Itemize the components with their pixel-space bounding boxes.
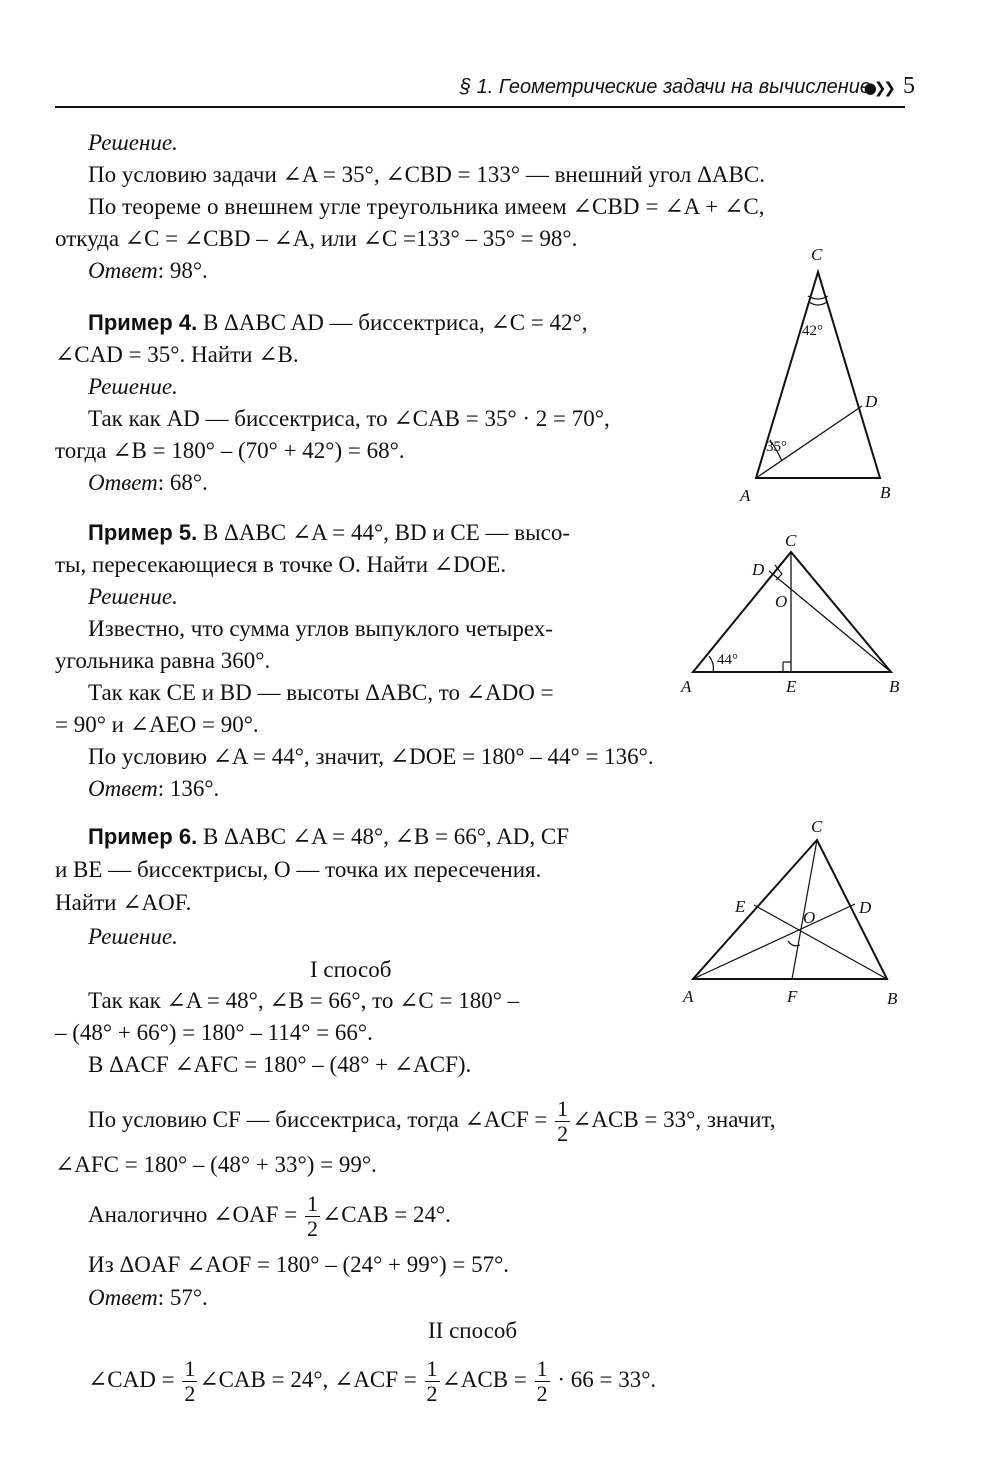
ex6-label-f: F	[787, 987, 798, 1006]
ex4-line-2: ∠CAD = 35°. Найти ∠B.	[55, 342, 299, 367]
ex6-line-2: и BE — биссектрисы, O — точка их пересечения.	[55, 857, 542, 882]
ex6-fraction-half	[305, 1192, 320, 1241]
fraction-numerator: 1	[184, 1356, 196, 1382]
ex6-line-11-c: ∠ACB =	[441, 1367, 527, 1392]
ex5-line-4: угольника равна 360°.	[55, 648, 271, 673]
ex6-label-b: B	[887, 989, 898, 1008]
ex4-label-d: D	[865, 392, 878, 411]
ex6-line-4: Так как ∠A = 48°, ∠B = 66°, то ∠C = 180° –	[88, 988, 520, 1013]
ex4-angle-c-arc	[809, 302, 827, 305]
ex6-answer-value: : 57°.	[157, 1285, 208, 1310]
ex6-solution-label: Решение.	[88, 924, 178, 949]
fraction-denominator: 2	[557, 1121, 569, 1147]
ex4-angle-a-label: 35°	[766, 439, 787, 455]
ex6-line-9-end: ∠CAB = 24°.	[321, 1202, 451, 1227]
ex5-label-e: E	[786, 677, 797, 696]
ex5-answer	[88, 774, 219, 804]
ex6-triangle	[693, 840, 887, 979]
ex4-label-b: B	[880, 483, 891, 502]
ex3-line-2: По теореме о внешнем угле треугольника имеем ∠CBD = ∠A + ∠C,	[88, 194, 765, 219]
ex5-label-d: D	[752, 560, 765, 579]
ex6-line-11-a: ∠CAD =	[88, 1367, 175, 1392]
ex6-line-1	[88, 822, 569, 852]
header-title: § 1. Геометрические задачи на вычисление	[460, 76, 871, 98]
ex5-line-6: = 90° и ∠AEO = 90°.	[55, 712, 259, 737]
fraction-denominator: 2	[536, 1381, 548, 1407]
ex4-answer-label: Ответ	[88, 470, 158, 495]
ex6-figure	[675, 812, 915, 1012]
ex6-title: Пример 6.	[88, 824, 198, 849]
ex4-line-3: Так как AD — биссектриса, то ∠CAB = 35° · 2 = 70°,	[88, 406, 610, 431]
ex6-line-11	[88, 1350, 656, 1410]
ex6-line-6: В ΔACF ∠AFC = 180° – (48° + ∠ACF).	[88, 1052, 472, 1077]
ex6-label-c: C	[811, 817, 823, 836]
ex6-line-11-b: ∠CAB = 24°, ∠ACF =	[199, 1367, 417, 1392]
fraction-denominator: 2	[306, 1216, 318, 1242]
ex6-line-11-d: · 66 = 33°.	[557, 1367, 657, 1392]
ex6-answer	[88, 1283, 208, 1313]
ex6-method-2: II способ	[428, 1318, 518, 1343]
ex6-statement: В ΔABC ∠A = 48°, ∠B = 66°, AD, CF	[197, 824, 570, 849]
ex5-altitude-bd	[769, 571, 891, 672]
ex5-label-a: A	[681, 677, 692, 696]
ex6-fraction-half	[555, 1097, 570, 1146]
page-number: 5	[903, 73, 915, 99]
fraction-numerator: 1	[306, 1191, 318, 1217]
ex3-line-3: откуда ∠C = ∠CBD – ∠A, или ∠C =133° – 35° = 98°.	[55, 226, 578, 251]
ex6-line-3: Найти ∠AOF.	[55, 890, 192, 915]
fraction-numerator: 1	[557, 1096, 569, 1122]
ex3-answer-value: : 98°.	[157, 258, 208, 283]
ex4-line-1	[88, 308, 587, 338]
ex6-line-7-end: ∠ACB = 33°, значит,	[572, 1107, 776, 1132]
ex5-statement: В ΔABC ∠A = 44°, BD и CE — высо-	[197, 520, 570, 545]
ex5-title: Пример 5.	[88, 520, 198, 545]
ex6-line-8: ∠AFC = 180° – (48° + 33°) = 99°.	[55, 1152, 377, 1177]
ex4-angle-c-label: 42°	[802, 323, 823, 339]
ex6-line-9-start: Аналогично ∠OAF =	[88, 1202, 298, 1227]
ex5-label-b: B	[889, 677, 900, 696]
ex6-line-7	[88, 1090, 775, 1150]
ex5-line-2: ты, пересекающиеся в точке O. Найти ∠DOE.	[55, 552, 507, 577]
ex6-fraction-half	[182, 1357, 197, 1406]
ex3-answer-label: Ответ	[88, 258, 158, 283]
ex4-label-a: A	[740, 486, 751, 505]
ex5-line-3: Известно, что сумма углов выпуклого четырех-	[88, 616, 553, 641]
ex3-solution-label: Решение.	[88, 130, 178, 155]
ex6-bisector-ad	[693, 904, 855, 979]
ex6-line-9	[88, 1185, 451, 1245]
fraction-denominator: 2	[184, 1381, 196, 1407]
ex4-label-c: C	[811, 245, 823, 264]
ex6-label-a: A	[683, 987, 694, 1006]
ex4-solution-label: Решение.	[88, 374, 178, 399]
ex5-answer-label: Ответ	[88, 776, 158, 801]
page-header	[55, 70, 915, 108]
ex3-line-1: По условию задачи ∠A = 35°, ∠CBD = 133° — внешний угол ΔABC.	[88, 162, 765, 187]
ex3-answer	[88, 256, 208, 286]
ex4-title: Пример 4.	[88, 310, 198, 335]
header-arrows-icon: ●❯❯	[863, 79, 893, 97]
ex6-label-d: D	[859, 898, 872, 917]
ex4-answer-value: : 68°.	[157, 470, 208, 495]
fraction-denominator: 2	[426, 1381, 438, 1407]
ex6-line-10: Из ΔOAF ∠AOF = 180° – (24° + 99°) = 57°.	[88, 1252, 510, 1277]
ex5-angle-a-label: 44°	[717, 652, 738, 668]
ex6-fraction-half	[535, 1357, 550, 1406]
ex6-fraction-half	[425, 1357, 440, 1406]
ex5-line-1	[88, 518, 570, 548]
ex4-statement: В ΔABC AD — биссектриса, ∠C = 42°,	[197, 310, 588, 335]
ex6-method-1: I способ	[310, 957, 392, 982]
ex5-line-7: По условию ∠A = 44°, значит, ∠DOE = 180° – 44° = 136°.	[88, 744, 654, 769]
fraction-numerator: 1	[426, 1356, 438, 1382]
ex6-line-5: – (48° + 66°) = 180° – 114° = 66°.	[55, 1020, 373, 1045]
ex4-figure	[730, 240, 910, 510]
ex6-line-7-start: По условию CF — биссектриса, тогда ∠ACF =	[88, 1107, 548, 1132]
ex5-figure	[675, 525, 915, 705]
fraction-numerator: 1	[536, 1356, 548, 1382]
ex5-label-o: O	[775, 592, 788, 611]
ex5-line-5: Так как CE и BD — высоты ΔABC, то ∠ADO =	[88, 680, 554, 705]
ex4-answer	[88, 468, 208, 498]
ex6-label-o: O	[803, 908, 816, 927]
ex5-solution-label: Решение.	[88, 584, 178, 609]
ex5-angle-a-arc	[709, 656, 714, 672]
ex5-label-c: C	[785, 531, 797, 550]
ex6-label-e: E	[735, 897, 746, 916]
ex4-line-4: тогда ∠B = 180° – (70° + 42°) = 68°.	[55, 438, 405, 463]
ex5-answer-value: : 136°.	[157, 776, 220, 801]
ex6-answer-label: Ответ	[88, 1285, 158, 1310]
